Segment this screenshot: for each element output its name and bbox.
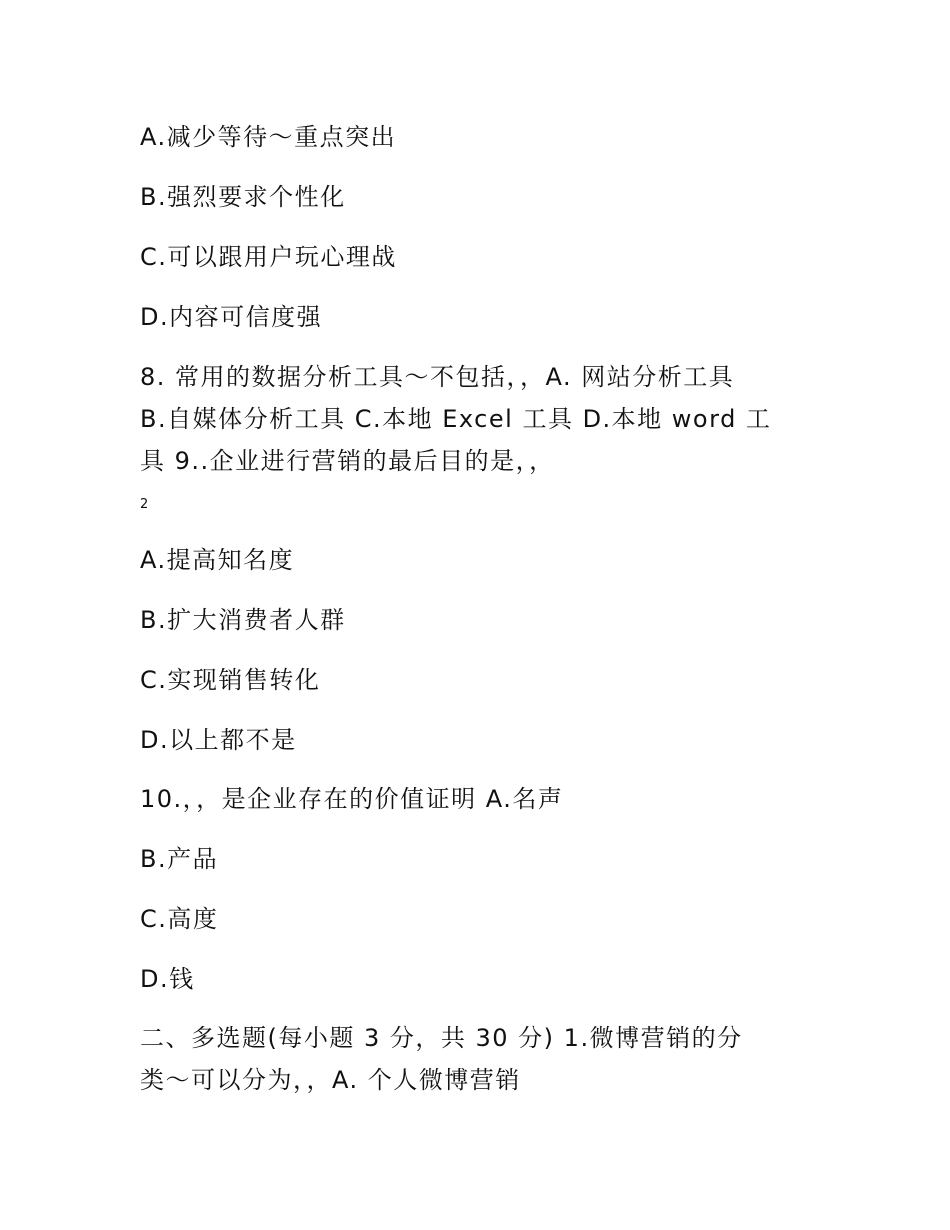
question-8-paragraph (140, 356, 820, 482)
q9-option-b: B.扩大消费者人群 (140, 606, 346, 634)
paragraph-line: 二、多选题(每小题 3 分，共 30 分) 1.微博营销的分 (140, 1024, 743, 1052)
q7-option-b: B.强烈要求个性化 (140, 183, 346, 211)
q7-option-a: A.减少等待～重点突出 (140, 123, 397, 151)
q10-option-d: D.钱 (140, 965, 195, 993)
q9-option-d: D.以上都不是 (140, 726, 297, 754)
q10-option-c: C.高度 (140, 905, 219, 933)
paragraph-line: 8. 常用的数据分析工具～不包括，，A. 网站分析工具 (140, 363, 735, 391)
q9-option-a: A.提高知名度 (140, 546, 295, 574)
paragraph-line: 具 9..企业进行营销的最后目的是，， (140, 447, 555, 475)
paragraph-line: 类～可以分为，，A. 个人微博营销 (140, 1066, 521, 1094)
page-number: 2 (140, 497, 149, 512)
q10-option-b: B.产品 (140, 845, 219, 873)
q9-option-c: C.实现销售转化 (140, 666, 321, 694)
question-10-stem: 10.，，是企业存在的价值证明 A.名声 (140, 785, 564, 813)
q7-option-d: D.内容可信度强 (140, 303, 323, 331)
section-2-paragraph (140, 1017, 820, 1101)
q7-option-c: C.可以跟用户玩心理战 (140, 243, 397, 271)
paragraph-line: B.自媒体分析工具 C.本地 Excel 工具 D.本地 word 工 (140, 405, 772, 433)
